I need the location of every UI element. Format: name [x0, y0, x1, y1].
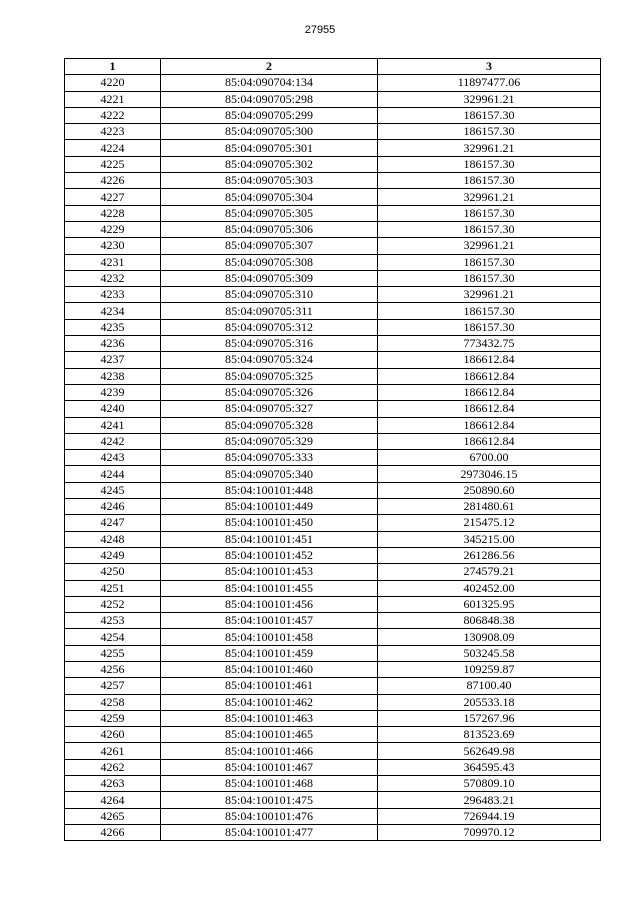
cadastral-number-cell: 85:04:090704:134	[161, 75, 378, 91]
table-row	[65, 221, 601, 237]
value-cell: 186612.84	[378, 417, 601, 433]
table-row	[65, 629, 601, 645]
value-cell: 186612.84	[378, 433, 601, 449]
row-number-cell: 4259	[65, 710, 161, 726]
row-number-cell: 4260	[65, 727, 161, 743]
row-number-cell: 4242	[65, 433, 161, 449]
value-cell: 726944.19	[378, 808, 601, 824]
cadastral-number-cell: 85:04:090705:310	[161, 287, 378, 303]
cadastral-number-cell: 85:04:100101:465	[161, 727, 378, 743]
row-number-cell: 4234	[65, 303, 161, 319]
table-row	[65, 156, 601, 172]
cadastral-number-cell: 85:04:100101:456	[161, 596, 378, 612]
table-row	[65, 710, 601, 726]
row-number-cell: 4257	[65, 678, 161, 694]
row-number-cell: 4263	[65, 776, 161, 792]
value-cell: 215475.12	[378, 515, 601, 531]
cadastral-number-cell: 85:04:100101:453	[161, 564, 378, 580]
row-number-cell: 4249	[65, 547, 161, 563]
column-header-3: 3	[378, 59, 601, 75]
value-cell: 2973046.15	[378, 466, 601, 482]
table-row	[65, 792, 601, 808]
cadastral-number-cell: 85:04:100101:455	[161, 580, 378, 596]
value-cell: 186157.30	[378, 205, 601, 221]
value-cell: 329961.21	[378, 238, 601, 254]
table-row	[65, 433, 601, 449]
row-number-cell: 4241	[65, 417, 161, 433]
table-row	[65, 661, 601, 677]
cadastral-number-cell: 85:04:090705:327	[161, 401, 378, 417]
table-row	[65, 759, 601, 775]
row-number-cell: 4230	[65, 238, 161, 254]
row-number-cell: 4264	[65, 792, 161, 808]
row-number-cell: 4236	[65, 336, 161, 352]
cadastral-number-cell: 85:04:100101:475	[161, 792, 378, 808]
cadastral-number-cell: 85:04:090705:302	[161, 156, 378, 172]
table-row	[65, 140, 601, 156]
cadastral-number-cell: 85:04:090705:333	[161, 450, 378, 466]
value-cell: 570809.10	[378, 776, 601, 792]
cadastral-number-cell: 85:04:090705:326	[161, 384, 378, 400]
value-cell: 261286.56	[378, 547, 601, 563]
value-cell: 773432.75	[378, 336, 601, 352]
cadastral-number-cell: 85:04:090705:307	[161, 238, 378, 254]
table-row	[65, 189, 601, 205]
value-cell: 402452.00	[378, 580, 601, 596]
table-row	[65, 270, 601, 286]
row-number-cell: 4229	[65, 221, 161, 237]
row-number-cell: 4231	[65, 254, 161, 270]
row-number-cell: 4255	[65, 645, 161, 661]
table-row	[65, 124, 601, 140]
row-number-cell: 4253	[65, 613, 161, 629]
row-number-cell: 4237	[65, 352, 161, 368]
value-cell: 186612.84	[378, 401, 601, 417]
cadastral-number-cell: 85:04:090705:304	[161, 189, 378, 205]
row-number-cell: 4226	[65, 173, 161, 189]
row-number-cell: 4262	[65, 759, 161, 775]
row-number-cell: 4266	[65, 824, 161, 840]
table-row	[65, 743, 601, 759]
value-cell: 250890.60	[378, 482, 601, 498]
table-row	[65, 450, 601, 466]
cadastral-number-cell: 85:04:090705:306	[161, 221, 378, 237]
row-number-cell: 4225	[65, 156, 161, 172]
cadastral-number-cell: 85:04:090705:316	[161, 336, 378, 352]
value-cell: 130908.09	[378, 629, 601, 645]
value-cell: 329961.21	[378, 140, 601, 156]
header-row	[65, 59, 601, 75]
value-cell: 329961.21	[378, 189, 601, 205]
cadastral-number-cell: 85:04:090705:300	[161, 124, 378, 140]
value-cell: 503245.58	[378, 645, 601, 661]
cadastral-number-cell: 85:04:090705:299	[161, 107, 378, 123]
value-cell: 364595.43	[378, 759, 601, 775]
table-row	[65, 254, 601, 270]
cadastral-number-cell: 85:04:090705:301	[161, 140, 378, 156]
cadastral-number-cell: 85:04:090705:340	[161, 466, 378, 482]
value-cell: 345215.00	[378, 531, 601, 547]
value-cell: 281480.61	[378, 499, 601, 515]
cadastral-number-cell: 85:04:100101:462	[161, 694, 378, 710]
row-number-cell: 4246	[65, 499, 161, 515]
cadastral-number-cell: 85:04:100101:477	[161, 824, 378, 840]
value-cell: 11897477.06	[378, 75, 601, 91]
cadastral-number-cell: 85:04:090705:303	[161, 173, 378, 189]
value-cell: 205533.18	[378, 694, 601, 710]
value-cell: 274579.21	[378, 564, 601, 580]
cadastral-number-cell: 85:04:090705:305	[161, 205, 378, 221]
value-cell: 109259.87	[378, 661, 601, 677]
row-number-cell: 4251	[65, 580, 161, 596]
table-row	[65, 238, 601, 254]
value-cell: 186157.30	[378, 156, 601, 172]
cadastral-number-cell: 85:04:100101:468	[161, 776, 378, 792]
value-cell: 186157.30	[378, 303, 601, 319]
data-table	[64, 58, 601, 841]
cadastral-number-cell: 85:04:100101:461	[161, 678, 378, 694]
table-row	[65, 645, 601, 661]
cadastral-number-cell: 85:04:090705:328	[161, 417, 378, 433]
table-row	[65, 319, 601, 335]
cadastral-number-cell: 85:04:100101:459	[161, 645, 378, 661]
table-row	[65, 303, 601, 319]
row-number-cell: 4232	[65, 270, 161, 286]
table-row	[65, 205, 601, 221]
cadastral-number-cell: 85:04:090705:311	[161, 303, 378, 319]
cadastral-number-cell: 85:04:090705:324	[161, 352, 378, 368]
cadastral-number-cell: 85:04:090705:329	[161, 433, 378, 449]
value-cell: 813523.69	[378, 727, 601, 743]
table-row	[65, 776, 601, 792]
table-row	[65, 515, 601, 531]
row-number-cell: 4250	[65, 564, 161, 580]
row-number-cell: 4233	[65, 287, 161, 303]
table-row	[65, 352, 601, 368]
row-number-cell: 4247	[65, 515, 161, 531]
value-cell: 186157.30	[378, 254, 601, 270]
table-body	[65, 75, 601, 841]
table-row	[65, 678, 601, 694]
table-row	[65, 564, 601, 580]
value-cell: 6700.00	[378, 450, 601, 466]
table-row	[65, 75, 601, 91]
value-cell: 186157.30	[378, 107, 601, 123]
value-cell: 296483.21	[378, 792, 601, 808]
table-row	[65, 531, 601, 547]
table-row	[65, 173, 601, 189]
value-cell: 329961.21	[378, 91, 601, 107]
table-row	[65, 417, 601, 433]
cadastral-number-cell: 85:04:100101:463	[161, 710, 378, 726]
value-cell: 186157.30	[378, 124, 601, 140]
table-row	[65, 499, 601, 515]
value-cell: 186157.30	[378, 173, 601, 189]
row-number-cell: 4220	[65, 75, 161, 91]
cadastral-number-cell: 85:04:100101:458	[161, 629, 378, 645]
cadastral-number-cell: 85:04:100101:452	[161, 547, 378, 563]
table-row	[65, 824, 601, 840]
value-cell: 186612.84	[378, 352, 601, 368]
value-cell: 186157.30	[378, 319, 601, 335]
row-number-cell: 4240	[65, 401, 161, 417]
row-number-cell: 4245	[65, 482, 161, 498]
cadastral-number-cell: 85:04:100101:451	[161, 531, 378, 547]
cadastral-number-cell: 85:04:090705:298	[161, 91, 378, 107]
table-row	[65, 580, 601, 596]
table-header	[65, 59, 601, 75]
table-row	[65, 727, 601, 743]
table-row	[65, 401, 601, 417]
cadastral-number-cell: 85:04:090705:309	[161, 270, 378, 286]
row-number-cell: 4252	[65, 596, 161, 612]
value-cell: 186157.30	[378, 221, 601, 237]
value-cell: 562649.98	[378, 743, 601, 759]
cadastral-number-cell: 85:04:100101:476	[161, 808, 378, 824]
table-row	[65, 694, 601, 710]
row-number-cell: 4243	[65, 450, 161, 466]
cadastral-number-cell: 85:04:100101:466	[161, 743, 378, 759]
table-row	[65, 107, 601, 123]
table-row	[65, 287, 601, 303]
row-number-cell: 4221	[65, 91, 161, 107]
row-number-cell: 4222	[65, 107, 161, 123]
cadastral-number-cell: 85:04:100101:467	[161, 759, 378, 775]
cadastral-number-cell: 85:04:090705:312	[161, 319, 378, 335]
value-cell: 186612.84	[378, 368, 601, 384]
table-row	[65, 596, 601, 612]
row-number-cell: 4227	[65, 189, 161, 205]
cadastral-number-cell: 85:04:100101:460	[161, 661, 378, 677]
row-number-cell: 4238	[65, 368, 161, 384]
table-row	[65, 808, 601, 824]
cadastral-number-cell: 85:04:100101:450	[161, 515, 378, 531]
page-number: 27955	[304, 24, 336, 36]
table-row	[65, 368, 601, 384]
value-cell: 186157.30	[378, 270, 601, 286]
cadastral-number-cell: 85:04:090705:325	[161, 368, 378, 384]
cadastral-number-cell: 85:04:090705:308	[161, 254, 378, 270]
value-cell: 186612.84	[378, 384, 601, 400]
table-row	[65, 466, 601, 482]
row-number-cell: 4248	[65, 531, 161, 547]
row-number-cell: 4239	[65, 384, 161, 400]
table-row	[65, 613, 601, 629]
row-number-cell: 4265	[65, 808, 161, 824]
cadastral-number-cell: 85:04:100101:457	[161, 613, 378, 629]
table-row	[65, 482, 601, 498]
cadastral-number-cell: 85:04:100101:449	[161, 499, 378, 515]
row-number-cell: 4244	[65, 466, 161, 482]
row-number-cell: 4256	[65, 661, 161, 677]
table-row	[65, 336, 601, 352]
row-number-cell: 4254	[65, 629, 161, 645]
row-number-cell: 4261	[65, 743, 161, 759]
row-number-cell: 4228	[65, 205, 161, 221]
value-cell: 806848.38	[378, 613, 601, 629]
table-row	[65, 91, 601, 107]
row-number-cell: 4235	[65, 319, 161, 335]
value-cell: 601325.95	[378, 596, 601, 612]
row-number-cell: 4224	[65, 140, 161, 156]
table-row	[65, 547, 601, 563]
value-cell: 709970.12	[378, 824, 601, 840]
column-header-1: 1	[65, 59, 161, 75]
table-row	[65, 384, 601, 400]
value-cell: 329961.21	[378, 287, 601, 303]
row-number-cell: 4258	[65, 694, 161, 710]
value-cell: 87100.40	[378, 678, 601, 694]
cadastral-number-cell: 85:04:100101:448	[161, 482, 378, 498]
column-header-2: 2	[161, 59, 378, 75]
value-cell: 157267.96	[378, 710, 601, 726]
row-number-cell: 4223	[65, 124, 161, 140]
